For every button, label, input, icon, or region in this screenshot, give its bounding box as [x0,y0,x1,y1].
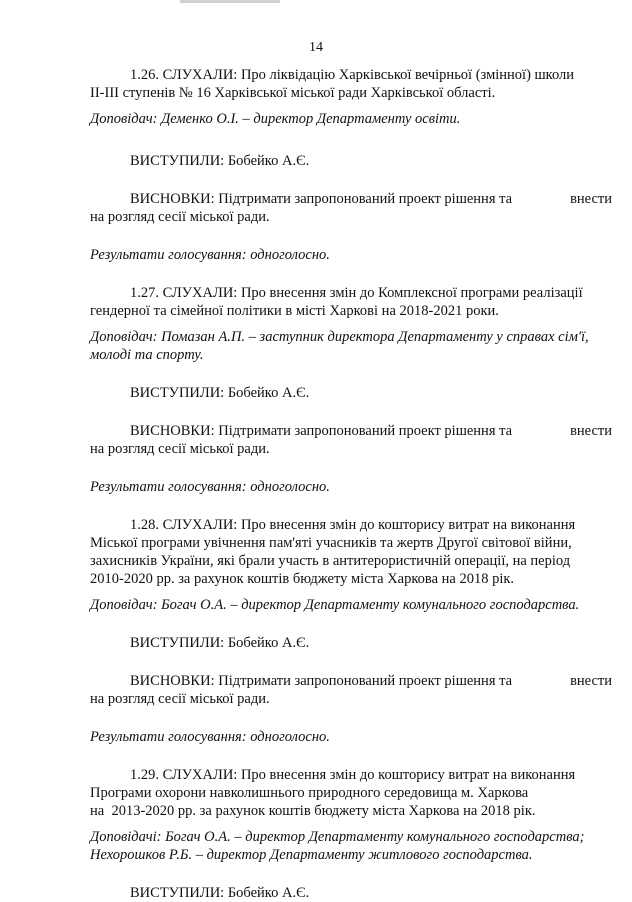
item-1-28-heard: 1.28. СЛУХАЛИ: Про внесення змін до кошторису витрат на виконання [130,517,576,533]
item-1-27-conclusions-cont: на розгляд сесії міської ради. [90,441,270,457]
item-1-26-conclusions: ВИСНОВКИ: Підтримати запропонований проект рішення та внести [130,191,612,207]
scan-artifact-line [180,0,280,3]
item-1-29-spoke: ВИСТУПИЛИ: Бобейко А.Є. [130,885,310,901]
page-number: 14 [309,40,323,55]
item-1-28-vote: Результати голосування: одноголосно. [90,729,330,745]
item-1-26-conclusions-cont: на розгляд сесії міської ради. [90,209,270,225]
item-1-26-heard-cont: ІІ-ІІІ ступенів № 16 Харківської міської ради Харківської області. [90,85,496,101]
item-1-28-conclusions-cont: на розгляд сесії міської ради. [90,691,270,707]
item-1-29-speakers-cont: Нехорошков Р.Б. – директор Департаменту житлового господарства. [90,847,533,863]
item-1-26-heard: 1.26. СЛУХАЛИ: Про ліквідацію Харківської вечірньої (змінної) школи [130,67,575,83]
item-1-27-speaker: Доповідач: Помазан А.П. – заступник директора Департаменту у справах сім'ї, [90,329,589,345]
item-1-28-conclusions: ВИСНОВКИ: Підтримати запропонований проект рішення та внести [130,673,612,689]
item-1-27-spoke: ВИСТУПИЛИ: Бобейко А.Є. [130,385,310,401]
item-1-28-heard-cont-1: Міської програми увічнення пам'яті учасників та жертв Другої світової війни, [90,535,572,551]
item-1-27-heard-cont: гендерної та сімейної політики в місті Харкові на 2018-2021 роки. [90,303,499,319]
item-1-28-spoke: ВИСТУПИЛИ: Бобейко А.Є. [130,635,310,651]
item-1-29-heard: 1.29. СЛУХАЛИ: Про внесення змін до кошторису витрат на виконання [130,767,576,783]
item-1-27-vote: Результати голосування: одноголосно. [90,479,330,495]
item-1-27-heard: 1.27. СЛУХАЛИ: Про внесення змін до Комплексної програми реалізації [130,285,583,301]
item-1-29-speakers: Доповідачі: Богач О.А. – директор Департаменту комунального господарства; [90,829,585,845]
item-1-26-spoke: ВИСТУПИЛИ: Бобейко А.Є. [130,153,310,169]
item-1-26-speaker: Доповідач: Деменко О.І. – директор Департаменту освіти. [90,111,461,127]
item-1-29-heard-cont-2: на 2013-2020 рр. за рахунок коштів бюджету міста Харкова на 2018 рік. [90,803,536,819]
item-1-27-speaker-cont: молоді та спорту. [90,347,204,363]
item-1-28-heard-cont-2: захисників України, які брали участь в антитерористичній операції, на період [90,553,571,569]
item-1-28-heard-cont-3: 2010-2020 рр. за рахунок коштів бюджету міста Харкова на 2018 рік. [90,571,515,587]
document-body [90,66,612,902]
item-1-27-conclusions: ВИСНОВКИ: Підтримати запропонований проект рішення та внести [130,423,612,439]
item-1-28-speaker: Доповідач: Богач О.А. – директор Департаменту комунального господарства. [90,597,580,613]
item-1-26-vote: Результати голосування: одноголосно. [90,247,330,263]
item-1-29-heard-cont-1: Програми охорони навколишнього природного середовища м. Харкова [90,785,529,801]
